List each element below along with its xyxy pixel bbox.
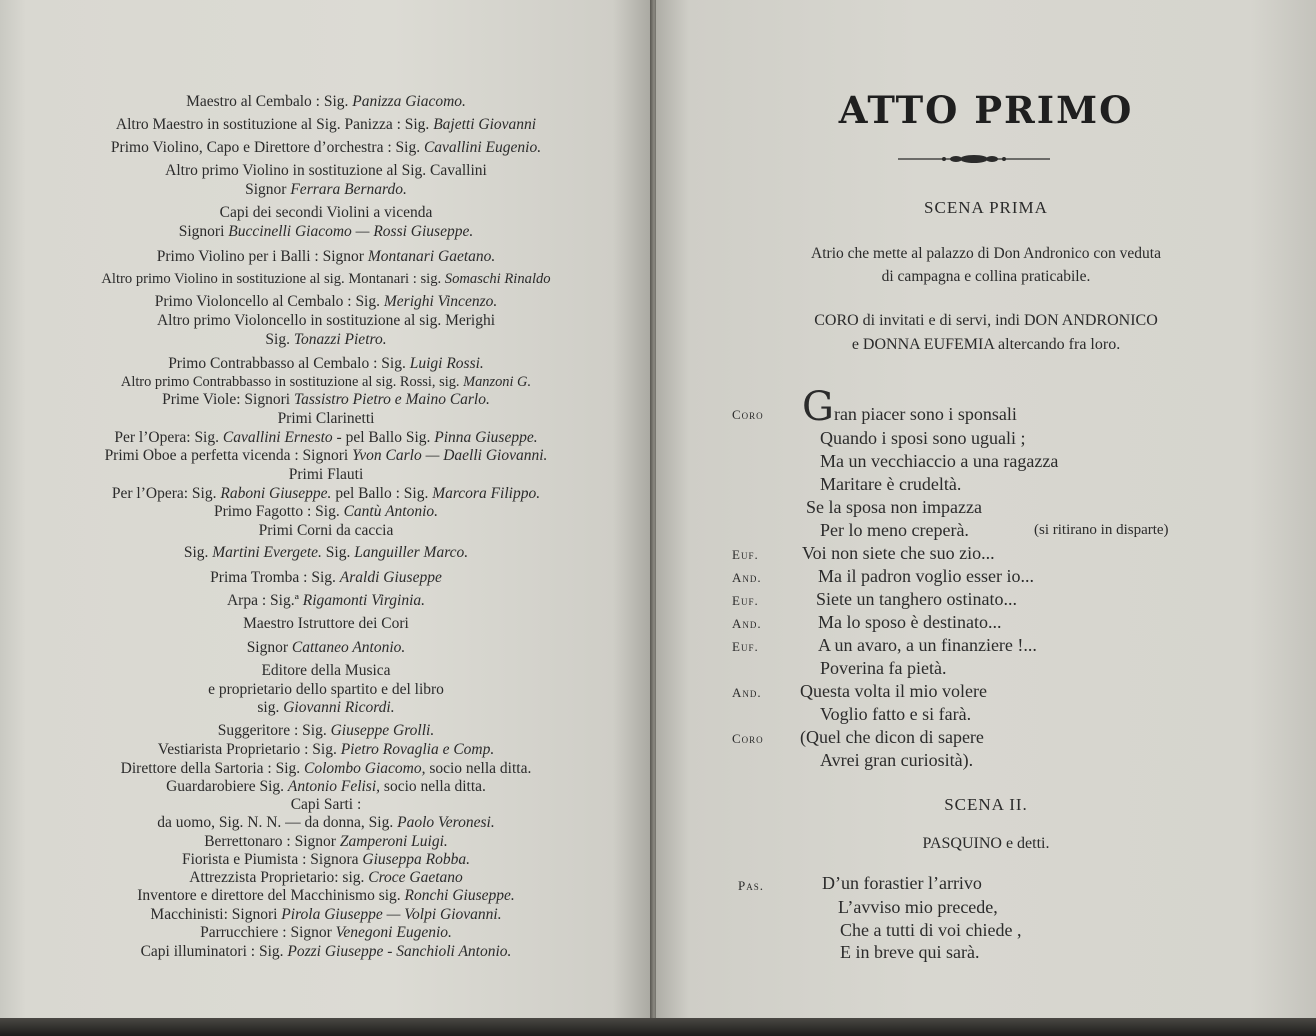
cast-line: Primo Violino, Capo e Direttore d’orchestra : Sig. Cavallini Eugenio. [110,139,542,156]
verse-line: Quando i sposi sono uguali ; [820,428,1026,448]
cast-line: Parrucchiere : Signor Venegoni Eugenio. [200,924,452,941]
cast-line: Fiorista e Piumista : Signora Giuseppa Robba. [181,851,471,868]
left-page [0,0,654,1036]
cast-line: Capi Sarti : [290,796,362,813]
verse-line: Voi non siete che suo zio... [802,543,995,563]
verse-line: Siete un tanghero ostinato... [816,589,1017,609]
speaker-label: Euf. [732,639,759,654]
cast-line: Prime Viole: Signori Tassistro Pietro e Maino Carlo. [162,391,490,408]
verse-line: Ma un vecchiaccio a una ragazza [820,451,1059,471]
verse-line: A un avaro, a un finanziere !... [818,635,1037,655]
cast-line: Capi dei secondi Violini a vicenda [219,204,433,221]
right-page [656,0,1316,1036]
verse-line: Avrei gran curiosità). [820,750,974,770]
verse-line: (Quel che dicon di sapere [800,727,984,747]
cast-line: Primi Clarinetti [277,410,375,427]
cast-line: Suggeritore : Sig. Giuseppe Grolli. [217,722,435,739]
cast-line: Per l’Opera: Sig. Cavallini Ernesto - pel Ballo Sig. Pinna Giuseppe. [114,429,538,446]
cast-line: Altro primo Violino in sostituzione al sig. Montanari : sig. Somaschi Rinaldo [101,271,551,287]
cast-line: Primo Violino per i Balli : Signor Montanari Gaetano. [156,248,496,265]
act-title: ATTO PRIMO [838,88,1134,132]
cast-line: Macchinisti: Signori Pirola Giuseppe — Volpi Giovanni. [150,906,502,923]
setting-line: Atrio che mette al palazzo di Don Andronico con veduta [811,245,1161,262]
verse-line: Ma lo sposo è destinato... [818,612,1002,632]
cast-line: Maestro Istruttore dei Cori [243,615,409,632]
verse-line: D’un forastier l’arrivo [822,873,982,893]
verse-line: Questa volta il mio volere [800,681,987,701]
cast-line: Primo Contrabbasso al Cembalo : Sig. Luigi Rossi. [168,355,484,372]
speaker-label: Euf. [732,593,759,608]
speaker-label: Coro [732,731,764,746]
cast-line: Primo Violoncello al Cembalo : Sig. Merighi Vincenzo. [154,293,498,310]
scene-heading: SCENA II. [944,795,1028,814]
cast-line: Altro Maestro in sostituzione al Sig. Panizza : Sig. Bajetti Giovanni [115,116,537,133]
cast-line: Primi Flauti [288,466,364,483]
cast-line: Berrettonaro : Signor Zamperoni Luigi. [204,833,448,850]
verse-line: E in breve qui sarà. [840,942,980,962]
cast-line: Inventore e direttore del Macchinismo sig. Ronchi Giuseppe. [137,887,515,904]
cast-line: Arpa : Sig.ª Rigamonti Virginia. [226,592,426,609]
cast-line: e DONNA EUFEMIA altercando fra loro. [851,336,1121,353]
cast-line: da uomo, Sig. N. N. — da donna, Sig. Paolo Veronesi. [157,814,495,831]
cast-line: Altro primo Violino in sostituzione al Sig. Cavallini [165,162,487,179]
cast-line: Direttore della Sartoria : Sig. Colombo Giacomo, socio nella ditta. [120,760,532,777]
cast-line: Prima Tromba : Sig. Araldi Giuseppe [210,569,442,586]
verse-line: Poverina fa pietà. [820,658,947,678]
speaker-label: And. [732,685,762,700]
cast-line: Guardarobiere Sig. Antonio Felisi, socio nella ditta. [166,778,486,795]
cast-line: Primi Corni da caccia [258,522,394,539]
cast-line: Maestro al Cembalo : Sig. Panizza Giacomo. [186,93,466,110]
cast-line: Attrezzista Proprietario: sig. Croce Gaetano [189,869,463,886]
speaker-label: Euf. [732,547,759,562]
cast-line: Per l’Opera: Sig. Raboni Giuseppe. pel Ballo : Sig. Marcora Filippo. [111,485,541,502]
cast-line: Sig. Tonazzi Pietro. [265,331,387,348]
speaker-label: Coro [732,407,764,422]
cast-line: Primo Fagotto : Sig. Cantù Antonio. [213,503,439,520]
setting-line: di campagna e collina praticabile. [881,268,1091,285]
verse-line: Gran piacer sono i sponsali [802,384,1017,430]
ornament-rule-icon [898,152,1050,166]
cast-line: sig. Giovanni Ricordi. [257,699,395,716]
scene-heading: SCENA PRIMA [924,198,1048,217]
speaker-label: And. [732,570,762,585]
cast-line: e proprietario dello spartito e del libro [208,681,444,698]
verse-line: L’avviso mio precede, [838,897,998,917]
speaker-label: And. [732,616,762,631]
cast-line: PASQUINO e detti. [922,835,1050,852]
verse-line: Se la sposa non impazza [806,497,982,517]
speaker-label: Pas. [738,878,764,893]
cast-line: Primi Oboe a perfetta vicenda : Signori Yvon Carlo — Daelli Giovanni. [104,447,548,464]
verse-line: Maritare è crudeltà. [820,474,962,494]
book-bottom-edge [0,1018,1316,1036]
cast-line: Sig. Martini Evergete. Sig. Languiller Marco. [183,544,469,561]
cast-line: CORO di invitati e di servi, indi DON ANDRONICO [814,312,1158,329]
verse-line: Che a tutti di voi chiede , [840,920,1022,940]
cast-line: Signor Ferrara Bernardo. [245,181,407,198]
verse-line: Voglio fatto e si farà. [820,704,972,724]
verse-line: Ma il padron voglio esser io... [818,566,1034,586]
cast-line: Altro primo Contrabbasso in sostituzione al sig. Rossi, sig. Manzoni G. [120,374,532,390]
verse-line: Per lo meno creperà. [820,520,969,540]
cast-line: Altro primo Violoncello in sostituzione al sig. Merighi [156,312,496,329]
cast-line: Capi illuminatori : Sig. Pozzi Giuseppe - Sanchioli Antonio. [140,943,512,960]
cast-line: Signori Buccinelli Giacomo — Rossi Giuseppe. [178,223,474,240]
cast-line: Editore della Musica [261,662,391,679]
stage-direction: (si ritirano in disparte) [1034,522,1169,538]
cast-line: Signor Cattaneo Antonio. [246,639,406,656]
cast-line: Vestiarista Proprietario : Sig. Pietro Rovaglia e Comp. [157,741,495,758]
